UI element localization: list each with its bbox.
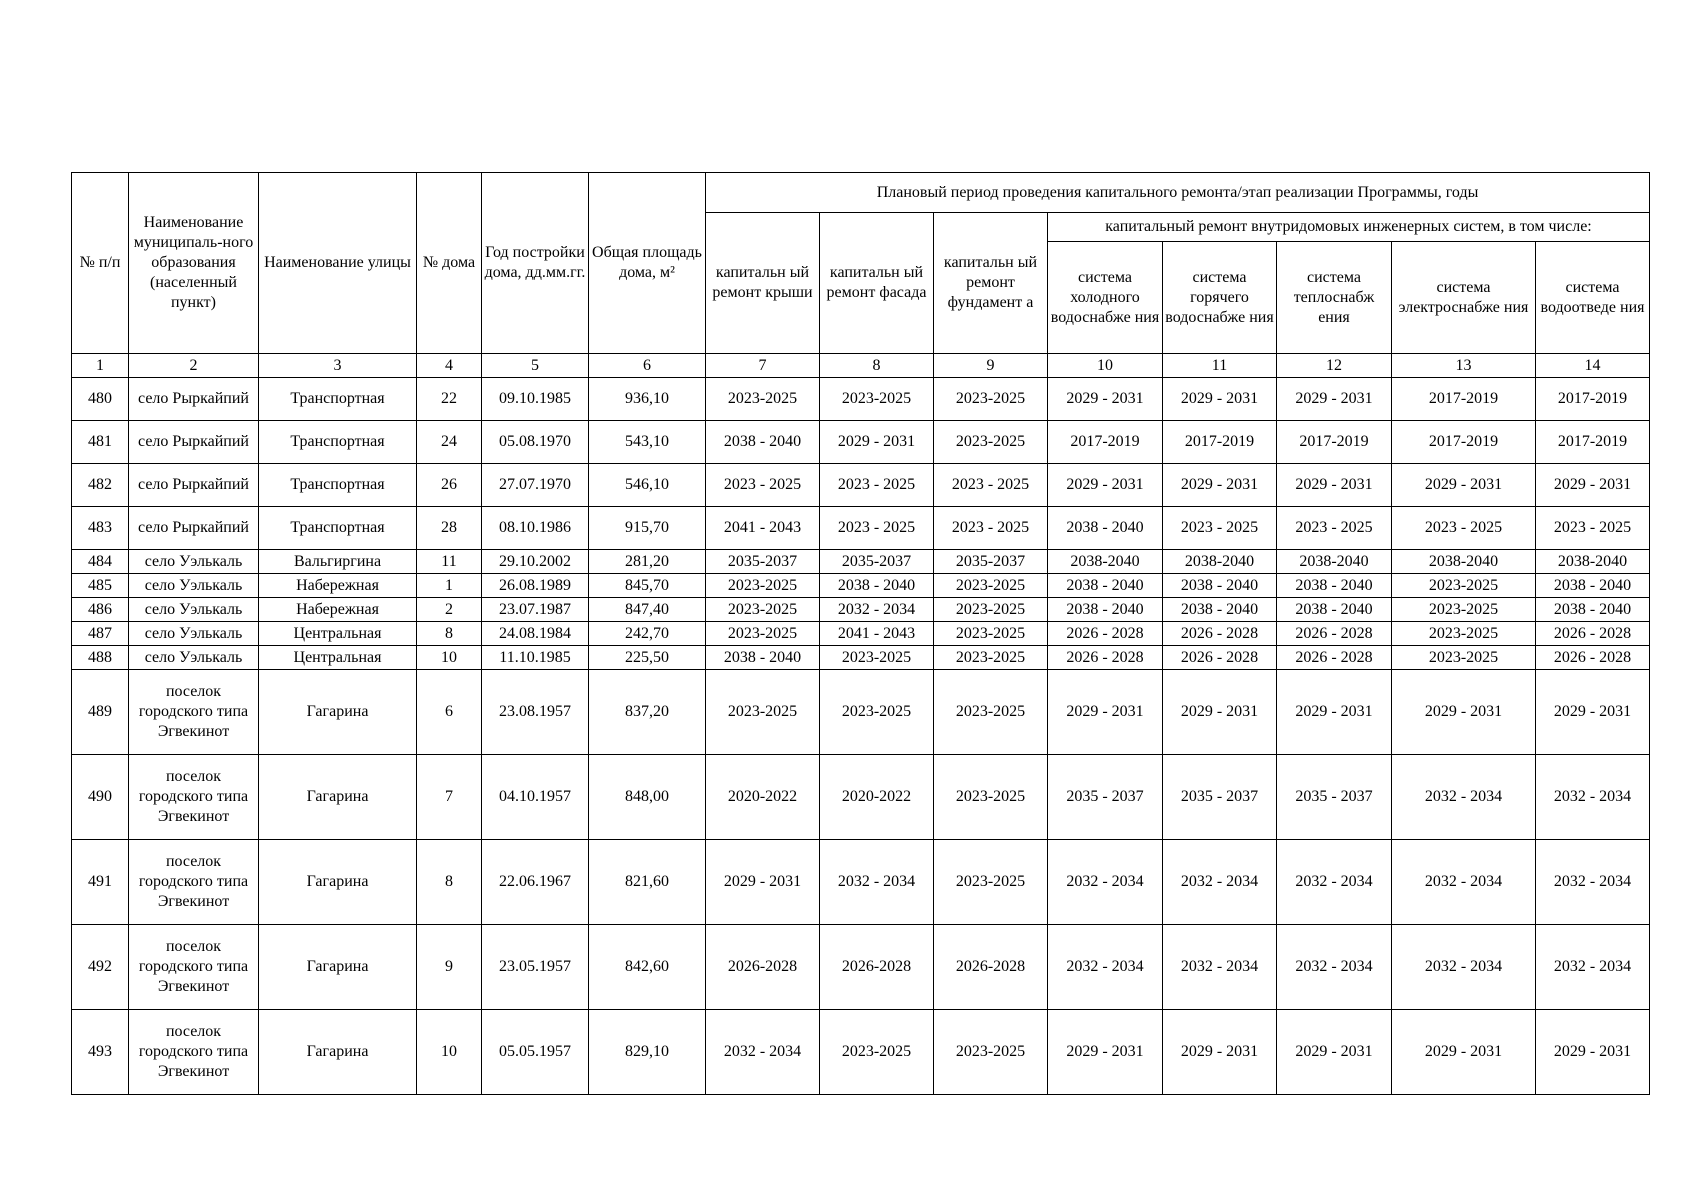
heat-supply-cell: 2038-2040: [1277, 550, 1392, 574]
cold-water-cell: 2029 - 2031: [1048, 1010, 1163, 1095]
roof-repair-cell: 2035-2037: [706, 550, 820, 574]
foundation-repair-cell: 2023-2025: [934, 622, 1048, 646]
foundation-repair-cell: 2023-2025: [934, 598, 1048, 622]
table-row: [72, 925, 1650, 1010]
sewer-cell: 2029 - 2031: [1536, 670, 1650, 755]
header-systems-group: капитальный ремонт внутридомовых инженерных систем, в том числе:: [1048, 213, 1650, 242]
heat-supply-cell: 2038 - 2040: [1277, 598, 1392, 622]
house-number-cell: 8: [417, 840, 482, 925]
sewer-cell: 2029 - 2031: [1536, 1010, 1650, 1095]
heat-supply-cell: 2029 - 2031: [1277, 1010, 1392, 1095]
table-row: [72, 622, 1650, 646]
build-date-cell: 23.08.1957: [482, 670, 589, 755]
column-number: 6: [589, 354, 706, 378]
column-number: 14: [1536, 354, 1650, 378]
sewer-cell: 2032 - 2034: [1536, 840, 1650, 925]
electric-supply-cell: 2023 - 2025: [1392, 507, 1536, 550]
street-cell: Транспортная: [259, 464, 417, 507]
header-area-label: Общая площадь дома, м²: [592, 244, 702, 281]
area-cell: 848,00: [589, 755, 706, 840]
house-number-cell: 26: [417, 464, 482, 507]
heat-supply-cell: 2029 - 2031: [1277, 670, 1392, 755]
table-header: [72, 173, 1650, 378]
heat-supply-cell: 2032 - 2034: [1277, 840, 1392, 925]
foundation-repair-cell: 2023-2025: [934, 378, 1048, 421]
foundation-repair-cell: 2023-2025: [934, 421, 1048, 464]
house-number-cell: 6: [417, 670, 482, 755]
heat-supply-cell: 2017-2019: [1277, 421, 1392, 464]
hot-water-cell: 2026 - 2028: [1163, 646, 1277, 670]
sewer-cell: 2038 - 2040: [1536, 574, 1650, 598]
municipality-cell: село Уэлькаль: [129, 622, 259, 646]
column-number: 12: [1277, 354, 1392, 378]
column-number: 4: [417, 354, 482, 378]
table-row: [72, 550, 1650, 574]
sewer-cell: 2029 - 2031: [1536, 464, 1650, 507]
electric-supply-cell: 2032 - 2034: [1392, 925, 1536, 1010]
house-number-cell: 10: [417, 646, 482, 670]
header-municipality: Наименование муниципаль-ного образования (населенный пункт): [129, 173, 259, 354]
hot-water-cell: 2032 - 2034: [1163, 925, 1277, 1010]
header-heat: система теплоснабж ения: [1277, 242, 1392, 354]
build-date-cell: 05.05.1957: [482, 1010, 589, 1095]
municipality-cell: село Уэлькаль: [129, 550, 259, 574]
hot-water-cell: 2038 - 2040: [1163, 598, 1277, 622]
electric-supply-cell: 2029 - 2031: [1392, 464, 1536, 507]
street-cell: Набережная: [259, 598, 417, 622]
heat-supply-cell: 2026 - 2028: [1277, 646, 1392, 670]
cold-water-cell: 2038 - 2040: [1048, 507, 1163, 550]
row-number: 490: [72, 755, 129, 840]
table-row: [72, 574, 1650, 598]
sewer-cell: 2032 - 2034: [1536, 755, 1650, 840]
sewer-cell: 2038 - 2040: [1536, 598, 1650, 622]
sewer-cell: 2032 - 2034: [1536, 925, 1650, 1010]
area-cell: 281,20: [589, 550, 706, 574]
foundation-repair-cell: 2023-2025: [934, 574, 1048, 598]
hot-water-cell: 2029 - 2031: [1163, 378, 1277, 421]
foundation-repair-cell: 2023-2025: [934, 670, 1048, 755]
facade-repair-cell: 2023-2025: [820, 670, 934, 755]
sewer-cell: 2017-2019: [1536, 421, 1650, 464]
foundation-repair-cell: 2023-2025: [934, 840, 1048, 925]
build-date-cell: 08.10.1986: [482, 507, 589, 550]
house-number-cell: 11: [417, 550, 482, 574]
cold-water-cell: 2032 - 2034: [1048, 925, 1163, 1010]
foundation-repair-cell: 2035-2037: [934, 550, 1048, 574]
row-number: 480: [72, 378, 129, 421]
area-cell: 543,10: [589, 421, 706, 464]
house-number-cell: 7: [417, 755, 482, 840]
roof-repair-cell: 2038 - 2040: [706, 421, 820, 464]
municipality-cell: поселок городского типа Эгвекинот: [129, 925, 259, 1010]
facade-repair-cell: 2029 - 2031: [820, 421, 934, 464]
table-body: [72, 378, 1650, 1095]
street-cell: Транспортная: [259, 421, 417, 464]
roof-repair-cell: 2023-2025: [706, 622, 820, 646]
facade-repair-cell: 2038 - 2040: [820, 574, 934, 598]
build-date-cell: 24.08.1984: [482, 622, 589, 646]
street-cell: Вальгиргина: [259, 550, 417, 574]
column-number-row: [72, 354, 1650, 378]
build-date-cell: 09.10.1985: [482, 378, 589, 421]
electric-supply-cell: 2032 - 2034: [1392, 840, 1536, 925]
hot-water-cell: 2023 - 2025: [1163, 507, 1277, 550]
roof-repair-cell: 2038 - 2040: [706, 646, 820, 670]
roof-repair-cell: 2023 - 2025: [706, 464, 820, 507]
column-number: 3: [259, 354, 417, 378]
roof-repair-cell: 2023-2025: [706, 574, 820, 598]
hot-water-cell: 2032 - 2034: [1163, 840, 1277, 925]
row-number: 492: [72, 925, 129, 1010]
heat-supply-cell: 2026 - 2028: [1277, 622, 1392, 646]
header-cold-water: система холодного водоснабже ния: [1048, 242, 1163, 354]
build-date-cell: 04.10.1957: [482, 755, 589, 840]
column-number: 5: [482, 354, 589, 378]
municipality-cell: село Рыркайпий: [129, 378, 259, 421]
build-date-cell: 26.08.1989: [482, 574, 589, 598]
facade-repair-cell: 2035-2037: [820, 550, 934, 574]
table-row: [72, 670, 1650, 755]
row-number: 485: [72, 574, 129, 598]
hot-water-cell: 2035 - 2037: [1163, 755, 1277, 840]
roof-repair-cell: 2020-2022: [706, 755, 820, 840]
electric-supply-cell: 2029 - 2031: [1392, 670, 1536, 755]
foundation-repair-cell: 2023-2025: [934, 1010, 1048, 1095]
column-number: 9: [934, 354, 1048, 378]
row-number: 493: [72, 1010, 129, 1095]
house-number-cell: 28: [417, 507, 482, 550]
table-row: [72, 378, 1650, 421]
sewer-cell: 2038-2040: [1536, 550, 1650, 574]
roof-repair-cell: 2026-2028: [706, 925, 820, 1010]
heat-supply-cell: 2035 - 2037: [1277, 755, 1392, 840]
electric-supply-cell: 2023-2025: [1392, 574, 1536, 598]
build-date-cell: 22.06.1967: [482, 840, 589, 925]
table-row: [72, 1010, 1650, 1095]
row-number: 487: [72, 622, 129, 646]
area-cell: 842,60: [589, 925, 706, 1010]
column-number: 11: [1163, 354, 1277, 378]
foundation-repair-cell: 2023-2025: [934, 755, 1048, 840]
municipality-cell: село Уэлькаль: [129, 574, 259, 598]
facade-repair-cell: 2023 - 2025: [820, 464, 934, 507]
roof-repair-cell: 2029 - 2031: [706, 840, 820, 925]
build-date-cell: 23.07.1987: [482, 598, 589, 622]
row-number: 486: [72, 598, 129, 622]
heat-supply-cell: 2029 - 2031: [1277, 464, 1392, 507]
cold-water-cell: 2026 - 2028: [1048, 646, 1163, 670]
roof-repair-cell: 2023-2025: [706, 598, 820, 622]
municipality-cell: поселок городского типа Эгвекинот: [129, 670, 259, 755]
street-cell: Центральная: [259, 622, 417, 646]
foundation-repair-cell: 2023-2025: [934, 646, 1048, 670]
house-number-cell: 8: [417, 622, 482, 646]
table-row: [72, 421, 1650, 464]
electric-supply-cell: 2023-2025: [1392, 622, 1536, 646]
build-date-cell: 11.10.1985: [482, 646, 589, 670]
heat-supply-cell: 2023 - 2025: [1277, 507, 1392, 550]
house-number-cell: 9: [417, 925, 482, 1010]
area-cell: 847,40: [589, 598, 706, 622]
facade-repair-cell: 2020-2022: [820, 755, 934, 840]
municipality-cell: поселок городского типа Эгвекинот: [129, 755, 259, 840]
house-number-cell: 10: [417, 1010, 482, 1095]
foundation-repair-cell: 2026-2028: [934, 925, 1048, 1010]
cold-water-cell: 2032 - 2034: [1048, 840, 1163, 925]
header-house: № дома: [417, 173, 482, 354]
street-cell: Гагарина: [259, 1010, 417, 1095]
area-cell: 225,50: [589, 646, 706, 670]
municipality-cell: поселок городского типа Эгвекинот: [129, 840, 259, 925]
row-number: 489: [72, 670, 129, 755]
header-sewer: система водоотведе ния: [1536, 242, 1650, 354]
column-number: 10: [1048, 354, 1163, 378]
cold-water-cell: 2038 - 2040: [1048, 574, 1163, 598]
header-period-group: Плановый период проведения капитального ремонта/этап реализации Программы, годы: [706, 173, 1650, 213]
row-number: 488: [72, 646, 129, 670]
facade-repair-cell: 2026-2028: [820, 925, 934, 1010]
heat-supply-cell: 2038 - 2040: [1277, 574, 1392, 598]
table-row: [72, 755, 1650, 840]
column-number: 7: [706, 354, 820, 378]
row-number: 484: [72, 550, 129, 574]
facade-repair-cell: 2023 - 2025: [820, 507, 934, 550]
electric-supply-cell: 2032 - 2034: [1392, 755, 1536, 840]
municipality-cell: село Уэлькаль: [129, 598, 259, 622]
area-cell: 829,10: [589, 1010, 706, 1095]
header-electric: система электроснабже ния: [1392, 242, 1536, 354]
area-cell: 242,70: [589, 622, 706, 646]
street-cell: Гагарина: [259, 755, 417, 840]
hot-water-cell: 2038 - 2040: [1163, 574, 1277, 598]
roof-repair-cell: 2032 - 2034: [706, 1010, 820, 1095]
header-facade: капитальн ый ремонт фасада: [820, 213, 934, 354]
table-row: [72, 507, 1650, 550]
header-year: Год постройки дома, дд.мм.гг.: [482, 173, 589, 354]
area-cell: 915,70: [589, 507, 706, 550]
cold-water-cell: 2038 - 2040: [1048, 598, 1163, 622]
cold-water-cell: 2038-2040: [1048, 550, 1163, 574]
header-number: № п/п: [72, 173, 129, 354]
roof-repair-cell: 2041 - 2043: [706, 507, 820, 550]
area-cell: 821,60: [589, 840, 706, 925]
electric-supply-cell: 2038-2040: [1392, 550, 1536, 574]
hot-water-cell: 2029 - 2031: [1163, 1010, 1277, 1095]
electric-supply-cell: 2017-2019: [1392, 421, 1536, 464]
sewer-cell: 2026 - 2028: [1536, 646, 1650, 670]
foundation-repair-cell: 2023 - 2025: [934, 464, 1048, 507]
column-number: 8: [820, 354, 934, 378]
electric-supply-cell: 2029 - 2031: [1392, 1010, 1536, 1095]
street-cell: Набережная: [259, 574, 417, 598]
sewer-cell: 2026 - 2028: [1536, 622, 1650, 646]
repair-schedule-table: [71, 172, 1650, 1095]
hot-water-cell: 2029 - 2031: [1163, 464, 1277, 507]
municipality-cell: село Рыркайпий: [129, 464, 259, 507]
cold-water-cell: 2026 - 2028: [1048, 622, 1163, 646]
street-cell: Транспортная: [259, 507, 417, 550]
street-cell: Гагарина: [259, 670, 417, 755]
house-number-cell: 1: [417, 574, 482, 598]
municipality-cell: село Рыркайпий: [129, 507, 259, 550]
municipality-cell: село Рыркайпий: [129, 421, 259, 464]
build-date-cell: 23.05.1957: [482, 925, 589, 1010]
electric-supply-cell: 2017-2019: [1392, 378, 1536, 421]
house-number-cell: 24: [417, 421, 482, 464]
row-number: 491: [72, 840, 129, 925]
street-cell: Транспортная: [259, 378, 417, 421]
street-cell: Центральная: [259, 646, 417, 670]
hot-water-cell: 2038-2040: [1163, 550, 1277, 574]
row-number: 483: [72, 507, 129, 550]
roof-repair-cell: 2023-2025: [706, 670, 820, 755]
house-number-cell: 2: [417, 598, 482, 622]
cold-water-cell: 2029 - 2031: [1048, 464, 1163, 507]
row-number: 482: [72, 464, 129, 507]
row-number: 481: [72, 421, 129, 464]
hot-water-cell: 2029 - 2031: [1163, 670, 1277, 755]
area-cell: 837,20: [589, 670, 706, 755]
house-number-cell: 22: [417, 378, 482, 421]
electric-supply-cell: 2023-2025: [1392, 598, 1536, 622]
facade-repair-cell: 2032 - 2034: [820, 598, 934, 622]
column-number: 13: [1392, 354, 1536, 378]
sewer-cell: 2023 - 2025: [1536, 507, 1650, 550]
municipality-cell: поселок городского типа Эгвекинот: [129, 1010, 259, 1095]
header-area: [589, 173, 706, 354]
facade-repair-cell: 2032 - 2034: [820, 840, 934, 925]
table-row: [72, 840, 1650, 925]
table-row: [72, 646, 1650, 670]
table-row: [72, 464, 1650, 507]
electric-supply-cell: 2023-2025: [1392, 646, 1536, 670]
foundation-repair-cell: 2023 - 2025: [934, 507, 1048, 550]
sewer-cell: 2017-2019: [1536, 378, 1650, 421]
municipality-cell: село Уэлькаль: [129, 646, 259, 670]
heat-supply-cell: 2029 - 2031: [1277, 378, 1392, 421]
table-row: [72, 598, 1650, 622]
street-cell: Гагарина: [259, 925, 417, 1010]
cold-water-cell: 2029 - 2031: [1048, 378, 1163, 421]
cold-water-cell: 2029 - 2031: [1048, 670, 1163, 755]
area-cell: 546,10: [589, 464, 706, 507]
area-cell: 845,70: [589, 574, 706, 598]
roof-repair-cell: 2023-2025: [706, 378, 820, 421]
column-number: 2: [129, 354, 259, 378]
heat-supply-cell: 2032 - 2034: [1277, 925, 1392, 1010]
hot-water-cell: 2026 - 2028: [1163, 622, 1277, 646]
build-date-cell: 27.07.1970: [482, 464, 589, 507]
header-roof: капитальн ый ремонт крыши: [706, 213, 820, 354]
header-street: Наименование улицы: [259, 173, 417, 354]
header-hot-water: система горячего водоснабже ния: [1163, 242, 1277, 354]
facade-repair-cell: 2023-2025: [820, 646, 934, 670]
facade-repair-cell: 2023-2025: [820, 1010, 934, 1095]
header-foundation: капитальн ый ремонт фундамент а: [934, 213, 1048, 354]
facade-repair-cell: 2041 - 2043: [820, 622, 934, 646]
area-cell: 936,10: [589, 378, 706, 421]
column-number: 1: [72, 354, 129, 378]
build-date-cell: 29.10.2002: [482, 550, 589, 574]
build-date-cell: 05.08.1970: [482, 421, 589, 464]
cold-water-cell: 2035 - 2037: [1048, 755, 1163, 840]
street-cell: Гагарина: [259, 840, 417, 925]
hot-water-cell: 2017-2019: [1163, 421, 1277, 464]
facade-repair-cell: 2023-2025: [820, 378, 934, 421]
cold-water-cell: 2017-2019: [1048, 421, 1163, 464]
